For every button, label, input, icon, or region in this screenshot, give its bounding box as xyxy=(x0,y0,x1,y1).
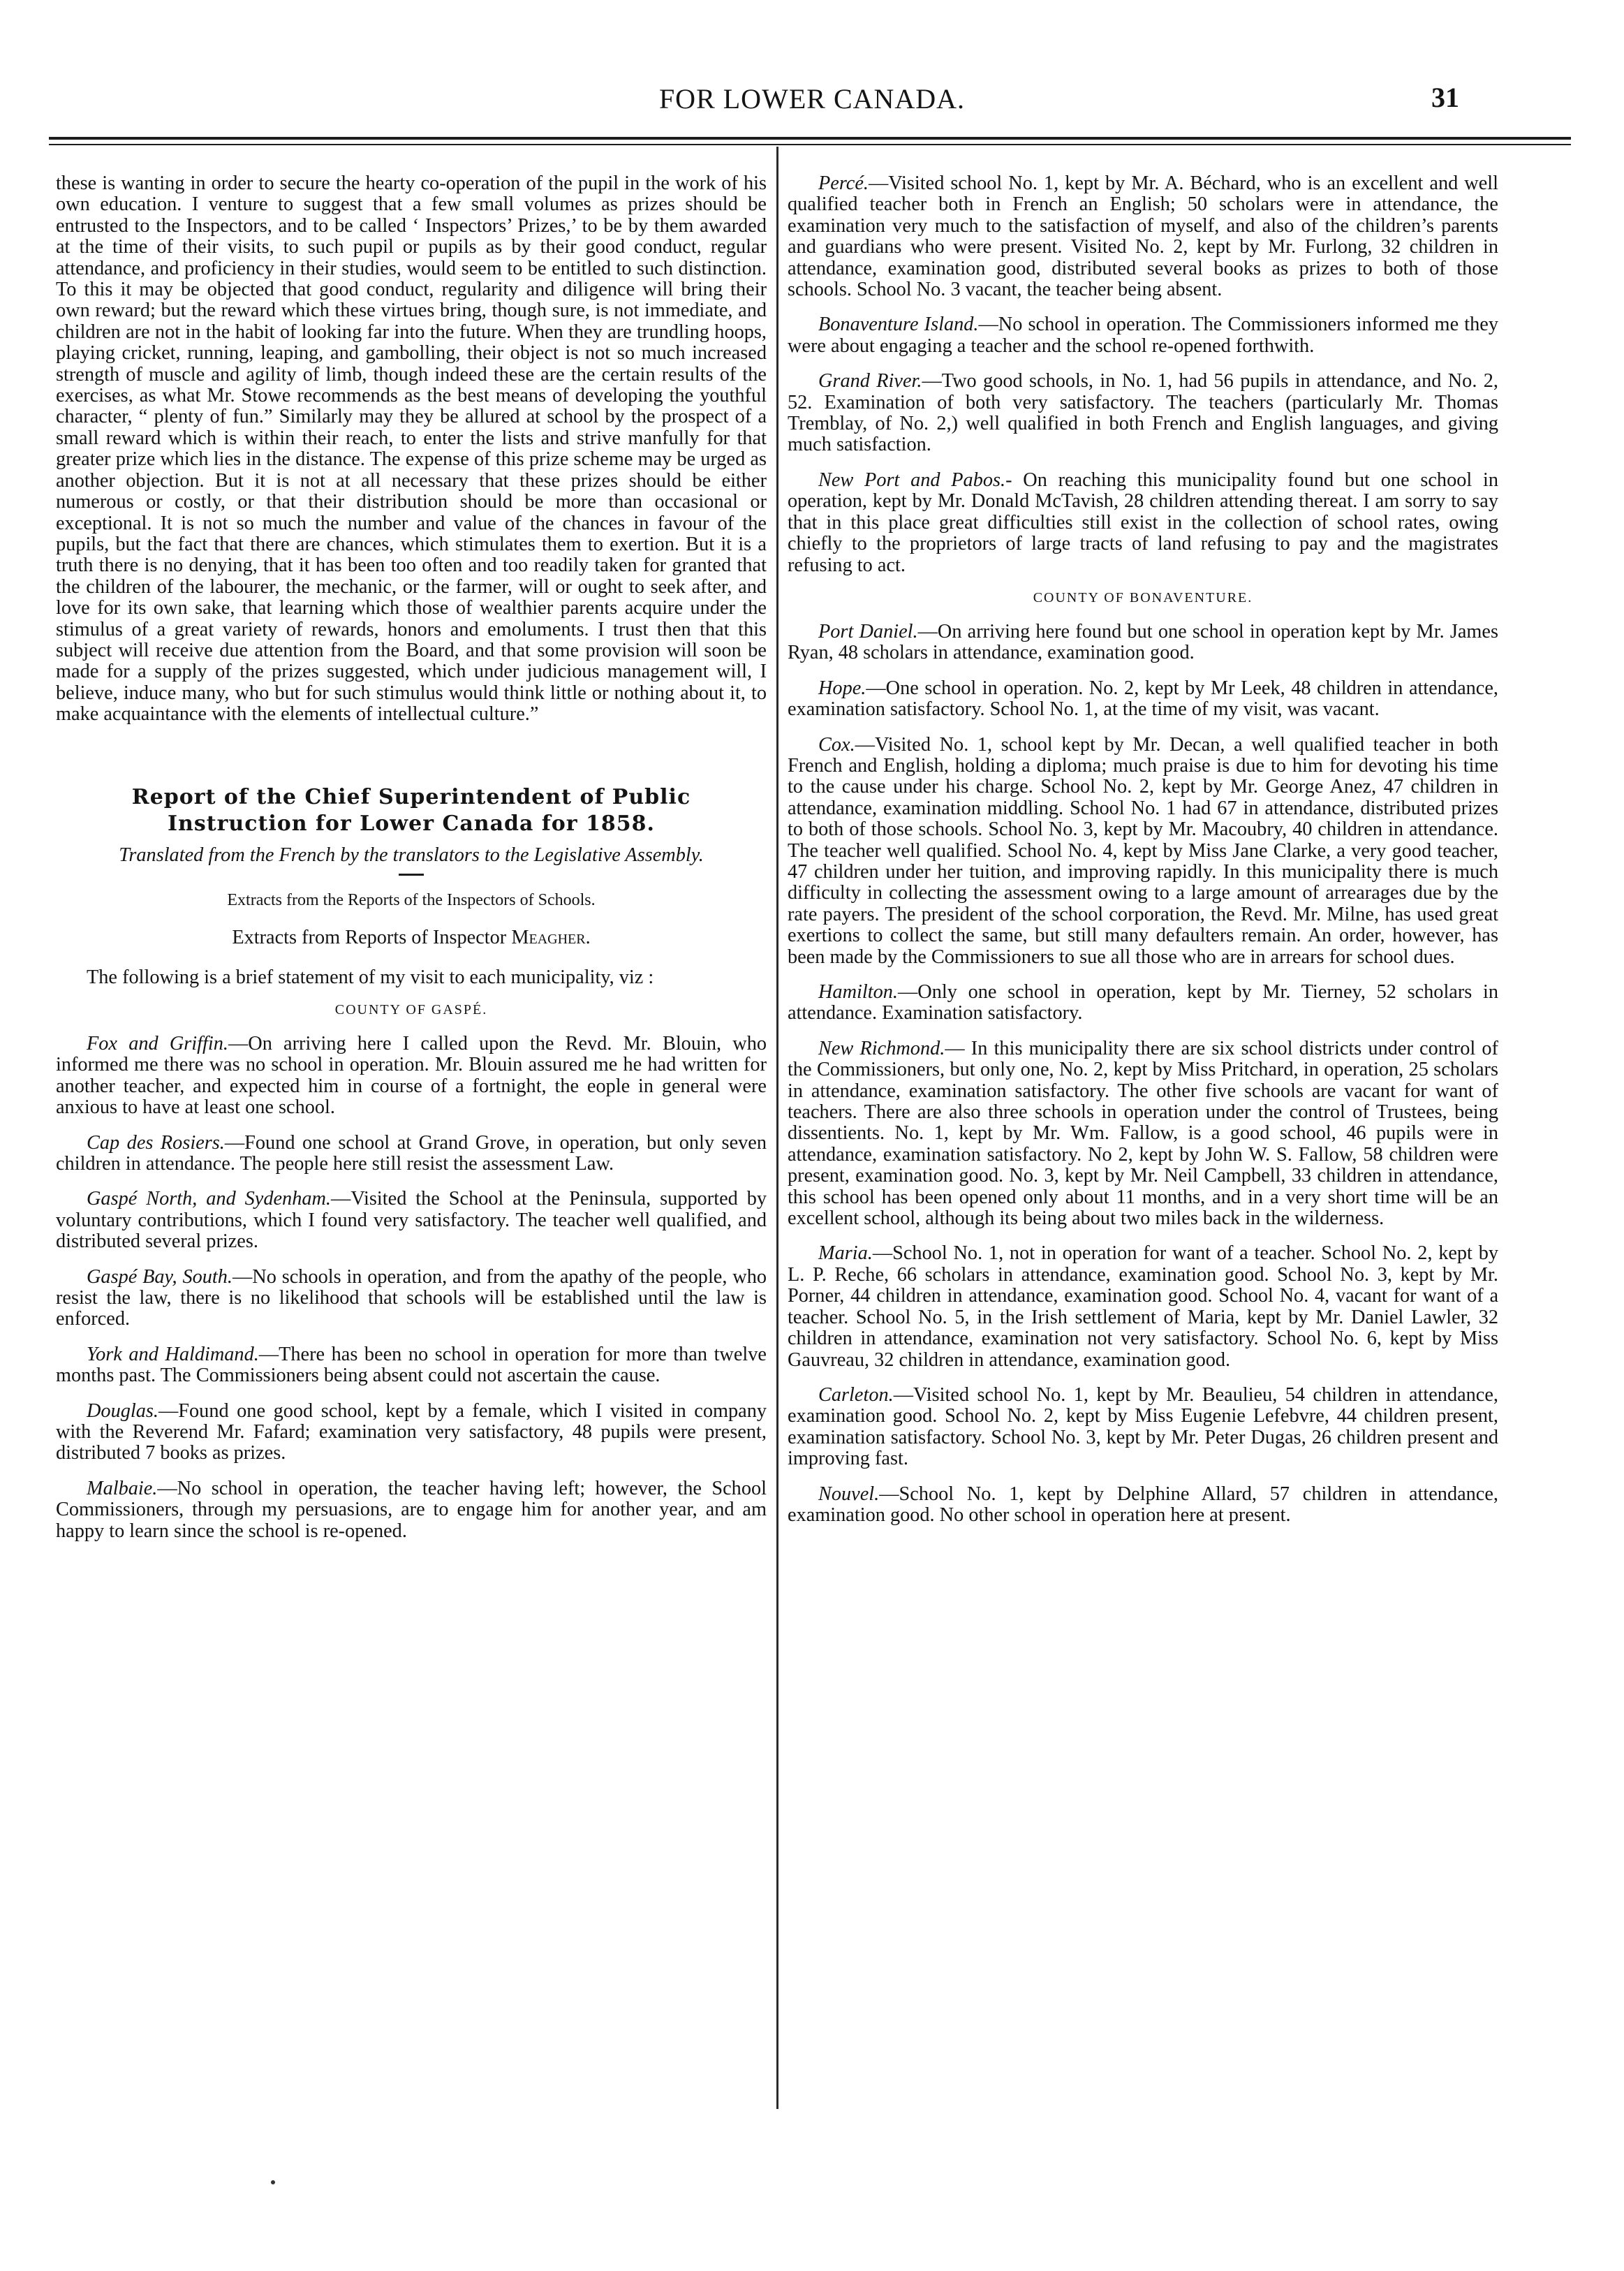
entry-text: —Two good schools, in No. 1, had 56 pupils in attendance, and No. 2, 52. Examination of both very satisfactory. The teachers (particularly Mr. Thomas Tremblay, of No. 2,) well qualified in both French and English languages, and giving much satisfaction. xyxy=(788,370,1498,456)
place-name: Douglas. xyxy=(87,1399,158,1422)
translated-note: Translated from the French by the translators to the Legislative Assembly. xyxy=(119,844,704,866)
entry-paragraph xyxy=(788,1038,1498,1230)
entry-paragraph xyxy=(788,982,1498,1024)
place-name: Hope. xyxy=(818,677,866,699)
entry-paragraph xyxy=(56,1034,767,1119)
entry-paragraph xyxy=(788,1385,1498,1470)
entry-paragraph xyxy=(788,678,1498,721)
entry-text: —Only one school in operation, kept by Mr. Tierney, 52 scholars in attendance. Examination satisfactory. xyxy=(788,981,1498,1024)
entry-paragraph xyxy=(56,1133,767,1175)
entry-paragraph xyxy=(56,1478,767,1542)
extracts-subtitle xyxy=(56,927,767,949)
entry-text: —No schools in operation, and from the apathy of the people, who resist the law, there is no likelihood that schools will be established until the law is enforced. xyxy=(56,1265,767,1330)
intro-paragraph: The following is a brief statement of my visit to each municipality, viz : xyxy=(87,966,654,988)
entry-text: —Found one good school, kept by a female, which I visited in company with the Reverend Mr. Fafard; examination very satisfactory, 48 pupils were present, distributed 7 books as prizes. xyxy=(56,1399,767,1464)
place-name: Port Daniel. xyxy=(818,620,918,642)
entry-paragraph xyxy=(788,735,1498,968)
opening-paragraph: these is wanting in order to secure the hearty co-operation of the pupil in the work of his own education. I venture to suggest that a few small volumes as prizes should be entrusted to the Inspectors, and to be called ‘ Inspectors’ Prizes,’ to be by them awarded at the time of their visits, to such pupil or pupils as by their good conduct, regular attendance, and proficiency in their studies, would seem to be entitled to such distinction. To this it may be objected that good conduct, regularity and diligence will bring their own reward; but the reward which these virtues bring, though sure, is not immediate, and children are not in the habit of looking far into the future. When they are trundling hoops, playing cricket, running, leaping, and gambolling, their object is not so much increased strength of muscle and agility of limb, though indeed these are the certain results of the exercises, as what Mr. Stowe recommends as the best means of developing the youthful character, “ plenty of fun.” Similarly may they be allured at school by the prospect of a small reward which is within their reach, to enter the lists and strive manfully for that greater prize which lies in the distance. The expense of this prize scheme may be urged as another objection. But it is not at all necessary that these prizes should be either numerous or costly, or that their distribution should be more than occasional or exceptional. It is not so much the number and value of the chances in favour of the pupils, but the fact that there are chances, which stimulates them to exertion. But it is a truth there is no denying, that it has been too often and too readily taken for granted that the children of the labourer, the mechanic, or the farmer, will or ought to seek after, and love for its own sake, that learning which those of wealthier parents acquire under the stimulus of a great variety of rewards, honors and emoluments. I trust then that this subject will receive due attention from the Board, and that some provision will soon be made for a supply of the prizes suggested, which under judicious management will, I believe, induce many, who but for such stimulus would think little or nothing about it, to make acquaintance with the elements of intellectual culture.” xyxy=(56,172,767,726)
place-name: New Richmond. xyxy=(818,1037,945,1059)
entry-paragraph xyxy=(788,622,1498,664)
running-title: FOR LOWER CANADA. xyxy=(658,83,966,115)
header-rule-thin xyxy=(49,144,1571,145)
entry-text: —Visited the School at the Peninsula, supported by voluntary contributions, which I found very satisfactory. The teacher well qualified, and distributed several prizes. xyxy=(56,1188,767,1253)
entry-text: —No school in operation. The Commissioners informed me they were about engaging a teacher and the school re-opened forthwith. xyxy=(788,314,1498,357)
entry-paragraph xyxy=(788,371,1498,456)
report-heading-line-1: Report of the Chief Superintendent of Public xyxy=(131,784,691,809)
report-heading xyxy=(56,784,767,837)
place-name: Hamilton. xyxy=(818,981,898,1003)
place-name: Gaspé North, and Sydenham. xyxy=(87,1188,332,1210)
section-gap xyxy=(56,740,767,784)
place-name: Maria. xyxy=(818,1242,873,1265)
divider-dash xyxy=(399,874,424,876)
place-name: Percé. xyxy=(818,172,869,194)
page-number: 31 xyxy=(1431,82,1459,113)
county-heading-bonaventure: COUNTY OF BONAVENTURE. xyxy=(1033,589,1253,605)
entry-text: —Visited school No. 1, kept by Mr. Beaulieu, 54 children in attendance, examination good. School No. 2, kept by Miss Eugenie Lefebvre, 44 children present, examination satisfactory. School No. 3, kept by Mr. Peter Dugas, 26 children present and improving fast. xyxy=(788,1383,1498,1470)
place-name: Fox and Griffin. xyxy=(87,1032,228,1054)
place-name: Carleton. xyxy=(818,1383,894,1406)
entry-paragraph xyxy=(788,470,1498,576)
place-name: Cox. xyxy=(818,733,855,756)
entry-text: —There has been no school in operation for more than twelve months past. The Commissioners being absent could not ascertain the cause. xyxy=(56,1343,767,1387)
extracts-subtitle-prefix: Extracts from Reports of Inspector xyxy=(232,926,507,948)
entry-text: —On arriving here I called upon the Revd. Mr. Blouin, who informed me there was no school in operation. Mr. Blouin assured me he had written for another teacher, and expected him in course of a fortnight, the eople in general were anxious to have at least one school. xyxy=(56,1032,767,1119)
place-name: Cap des Rosiers. xyxy=(87,1131,225,1154)
entry-text: —One school in operation. No. 2, kept by Mr Leek, 48 children in attendance, examination satisfactory. School No. 1, at the time of my visit, was vacant. xyxy=(788,677,1498,721)
entry-paragraph xyxy=(788,314,1498,357)
entry-paragraph xyxy=(788,173,1498,300)
place-name: Bonaventure Island. xyxy=(818,314,979,336)
place-name: Malbaie. xyxy=(87,1477,158,1499)
entry-paragraph xyxy=(56,1401,767,1464)
entry-text: — In this municipality there are six school districts under control of the Commissioners, but only one, No. 2, kept by Miss Pritchard, in operation, 25 scholars in attendance, examination satisfactory. The other five schools are vacant for want of teachers. There are also three schools in operation under the control of Trustees, being dissentients. No. 1, kept by Mr. Wm. Fallow, is a good school, 46 pupils were in attendance, examination satisfactory. No 2, kept by John W. S. Fallow, 58 children were present, examination good. No. 3, kept by Mr. Neil Campbell, 33 children in attendance, this school has been opened only about 11 months, and in a very short time will be an excellent school, although its being about two miles back in the wilderness. xyxy=(788,1037,1498,1230)
right-column xyxy=(788,173,1498,1540)
report-heading-line-2: Instruction for Lower Canada for 1858. xyxy=(168,811,655,836)
place-name: Grand River. xyxy=(818,370,922,392)
entry-text: —On arriving here found but one school in operation kept by Mr. James Ryan, 48 scholars in attendance, examination good. xyxy=(788,620,1498,664)
extracts-title: Extracts from the Reports of the Inspectors of Schools. xyxy=(227,890,596,909)
entry-text: —School No. 1, not in operation for want of a teacher. School No. 2, kept by L. P. Reche, 66 scholars in attendance, examination good. School No. 3, kept by Mr. Porner, 44 children in attendance, examination good. School No. 4, vacant for want of a teacher. School No. 5, in the Irish settlement of Maria, kept by Mr. Daniel Lawler, 32 children in attendance, examination not very satisfactory. School No. 6, kept by Miss Gauvreau, 32 children in attendance, examination good. xyxy=(788,1242,1498,1371)
entry-text: —Visited No. 1, school kept by Mr. Decan, a well qualified teacher in both French and English, holding a diploma; much praise is due to him for devoting his time to the cause under his charge. School No. 2, kept by Mr. George Anez, 47 children in attendance, examination middling. School No. 1 had 67 in attendance, distributed prizes to both of those schools. School No. 3, kept by Mr. Macoubry, 40 children in attendance. The teacher well qualified. School No. 4, kept by Miss Jane Clarke, a very good teacher, 47 children under her tuition, and improving rapidly. In this municipality there is much difficulty in collecting the assessment owing to a large amount of arrearages due by the rate payers. The president of the school corporation, the Revd. Mr. Milne, has used great exertions to collect the same, but still many defaulters remain. An order, however, has been made by the Commissioners to sue all those who are in arrears for school dues. xyxy=(788,733,1498,968)
entry-paragraph xyxy=(56,1189,767,1252)
entry-text: —School No. 1, kept by Delphine Allard, 57 children in attendance, examination good. No other school in operation here at present. xyxy=(788,1483,1498,1526)
place-name: Nouvel. xyxy=(818,1483,880,1505)
entry-text: —Found one school at Grand Grove, in operation, but only seven children in attendance. The people here still resist the assessment Law. xyxy=(56,1131,767,1175)
header-rule xyxy=(49,137,1571,140)
entry-text: - On reaching this municipality found but one school in operation, kept by Mr. Donald McTavish, 28 children attending thereat. I am sorry to say that in this place great difficulties still exist in the collection of school rates, owing chiefly to the proprietors of large tracts of land refusing to pay and the magistrates refusing to act. xyxy=(788,469,1498,576)
entry-text: —No school in operation, the teacher having left; however, the School Commissioners, through my persuasions, are to engage him for another year, and am happy to learn since the school is re-opened. xyxy=(56,1477,767,1542)
place-name: New Port and Pabos. xyxy=(818,469,1006,491)
county-heading-gaspe: COUNTY OF GASPÉ. xyxy=(334,1001,488,1017)
entry-paragraph xyxy=(788,1243,1498,1370)
column-divider xyxy=(776,147,778,2109)
entry-paragraph xyxy=(56,1267,767,1330)
left-column xyxy=(56,173,767,1556)
entry-text: —Visited school No. 1, kept by Mr. A. Béchard, who is an excellent and well qualified teacher both in French an English; 50 scholars were in attendance, the examination very much to the satisfaction of myself, and also of the children’s parents and guardians who were present. Visited No. 2, kept by Mr. Furlong, 32 children in attendance, examination good, distributed several books as prizes to both of those schools. School No. 3 vacant, the teacher being absent. xyxy=(788,172,1498,301)
inspector-name: Meagher. xyxy=(511,926,591,948)
place-name: York and Haldimand. xyxy=(87,1343,259,1365)
place-name: Gaspé Bay, South. xyxy=(87,1265,232,1288)
entry-paragraph xyxy=(788,1484,1498,1527)
ink-speck xyxy=(271,2180,275,2184)
entry-paragraph xyxy=(56,1344,767,1387)
